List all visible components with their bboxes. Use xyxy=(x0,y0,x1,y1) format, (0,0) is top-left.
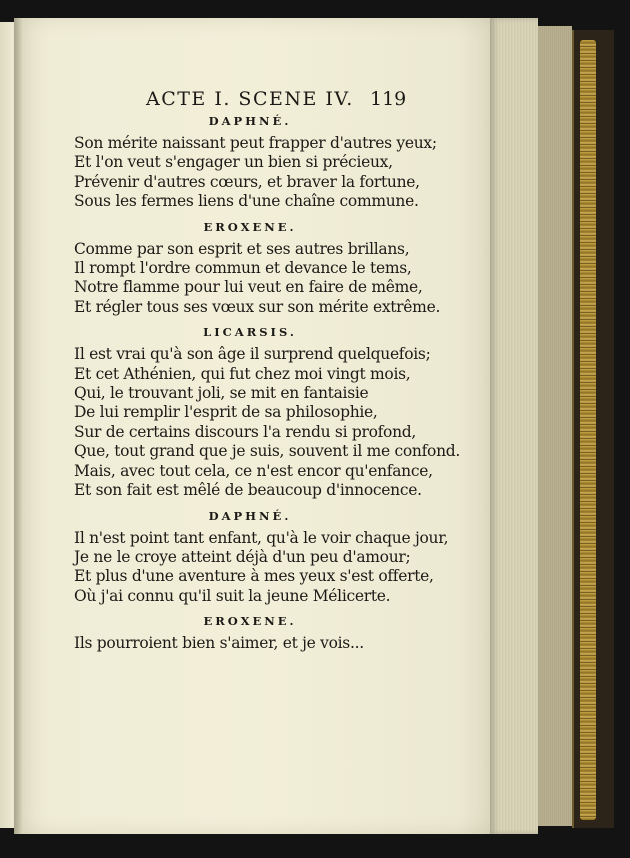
verse-line: Notre flamme pour lui veut en faire de même, xyxy=(74,278,423,297)
speech-lines xyxy=(74,345,494,500)
verse-line: Que, tout grand que je suis, souvent il me confond. xyxy=(74,442,461,461)
verse-line: Je ne le croye atteint déjà d'un peu d'amour; xyxy=(74,547,411,566)
speaker-name: DAPHNÉ. xyxy=(208,114,292,128)
verse-line: Qui, le trouvant joli, se mit en fantaisie xyxy=(74,384,369,403)
speaker-name: LICARSIS. xyxy=(203,325,297,340)
verse-line: Sous les fermes liens d'une chaîne commune. xyxy=(74,192,419,211)
verse-line: Et plus d'une aventure à mes yeux s'est offerte, xyxy=(74,567,434,586)
speaker-name: EROXENE. xyxy=(203,219,297,234)
speech-block xyxy=(74,325,494,500)
verse-line: Et l'on veut s'engager un bien si précieux, xyxy=(74,153,393,172)
verse-line: Comme par son esprit et ses autres brillans, xyxy=(74,239,410,258)
speech-lines xyxy=(74,134,494,212)
verse-line: Il est vrai qu'à son âge il surprend quelquefois; xyxy=(74,345,431,364)
speech-block xyxy=(74,220,494,318)
speech-block xyxy=(74,509,494,607)
page-text xyxy=(74,88,494,662)
speaker-name: EROXENE. xyxy=(203,614,297,629)
speech-lines xyxy=(74,529,494,607)
speech-lines xyxy=(74,634,494,653)
verse-line: Et cet Athénien, qui fut chez moi vingt mois, xyxy=(74,364,411,383)
verse-line: Son mérite naissant peut frapper d'autres yeux; xyxy=(74,134,437,152)
page-edges xyxy=(490,18,538,834)
speech-block xyxy=(74,114,494,212)
speech-lines xyxy=(74,240,494,318)
running-head-title: ACTE I. SCENE IV. xyxy=(146,88,354,110)
speech-block xyxy=(74,614,494,653)
verse-line: Mais, avec tout cela, ce n'est encor qu'enfance, xyxy=(74,461,433,480)
verse-line: Et son fait est mêlé de beaucoup d'innocence. xyxy=(74,481,422,500)
speaker-name: DAPHNÉ. xyxy=(208,508,292,523)
verse-line: Il n'est point tant enfant, qu'à le voir chaque jour, xyxy=(74,528,449,547)
verse-line: Ils pourroient bien s'aimer, et je vois... xyxy=(74,634,364,653)
verse-line: Et régler tous ses vœux sur son mérite extrême. xyxy=(74,297,441,316)
running-head xyxy=(74,88,494,114)
verse-line: De lui remplir l'esprit de sa philosophie, xyxy=(74,403,378,422)
verse-line: Où j'ai connu qu'il suit la jeune Mélicerte. xyxy=(74,586,391,605)
verse-line: Sur de certains discours l'a rendu si profond, xyxy=(74,422,417,441)
verse-line: Prévenir d'autres cœurs, et braver la fortune, xyxy=(74,172,420,191)
verse-line: Il rompt l'ordre commun et devance le tems, xyxy=(74,259,412,278)
page-number: 119 xyxy=(370,88,407,110)
text-block-edge xyxy=(538,26,572,826)
gilt-spine-decoration xyxy=(580,40,596,820)
